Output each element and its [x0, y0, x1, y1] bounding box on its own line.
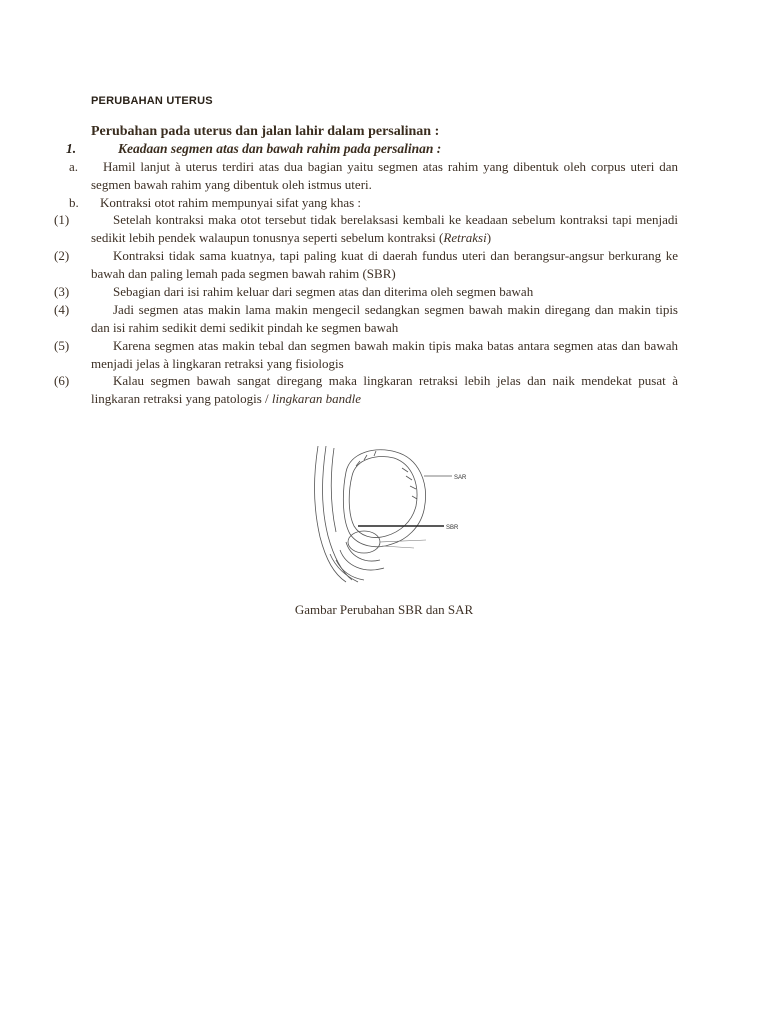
uterus-illustration: [306, 442, 478, 584]
item-1-italic: Retraksi: [443, 229, 487, 245]
document-heading: PERUBAHAN UTERUS: [91, 95, 213, 107]
item-3-text: Sebagian dari isi rahim keluar dari segmen atas dan diterima oleh segmen bawah: [113, 284, 534, 299]
point-b-marker: b.: [69, 195, 79, 210]
item-5-text: Karena segmen atas makin tebal dan segmen bawah makin tipis maka batas antara segmen atas dan bawah menjadi jelas à lingkaran retraksi yang fisiologis: [91, 338, 678, 371]
item-1-marker: (1): [54, 212, 70, 227]
figure-caption: Gambar Perubahan SBR dan SAR: [294, 602, 474, 617]
item-1-text: Setelah kontraksi maka otot tersebut tidak berelaksasi kembali ke keadaan sebelum kontraksi tapi menjadi sedikit lebih pendek walaupun tonusnya seperti sebelum kontraksi (Retraksi): [91, 212, 678, 245]
point-a-marker: a.: [69, 159, 79, 174]
item-3-marker: (3): [54, 284, 70, 299]
document-subtitle: Perubahan pada uterus dan jalan lahir dalam persalinan :: [91, 124, 440, 139]
item-4-text: Jadi segmen atas makin lama makin mengecil sedangkan segmen bawah makin diregang dan makin tipis dan isi rahim sedikit demi sedikit pindah ke segmen bawah: [91, 302, 678, 335]
item-6-text: Kalau segmen bawah sangat diregang maka lingkaran retraksi lebih jelas dan naik mendekat pusat à lingkaran retraksi yang patologis / lingkaran bandle: [91, 373, 678, 406]
label-sbr: SBR: [446, 525, 459, 531]
point-a-text: Hamil lanjut à uterus terdiri atas dua bagian yaitu segmen atas rahim yang dibentuk oleh corpus uteri dan segmen bawah rahim yang dibentuk oleh istmus uteri.: [91, 159, 678, 192]
item-6-marker: (6): [54, 373, 70, 388]
item-4-marker: (4): [54, 302, 70, 317]
label-sar: SAR: [454, 475, 467, 481]
item-2-marker: (2): [54, 248, 70, 263]
point-b-text: Kontraksi otot rahim mempunyai sifat yang khas :: [100, 195, 362, 210]
section-number: 1.: [66, 141, 77, 156]
section-title: Keadaan segmen atas dan bawah rahim pada persalinan :: [118, 141, 442, 156]
item-2-text: Kontraksi tidak sama kuatnya, tapi paling kuat di daerah fundus uteri dan berangsur-angsur berkurang ke bawah dan paling lemah pada segmen bawah rahim (SBR): [91, 248, 678, 281]
item-5-marker: (5): [54, 338, 70, 353]
item-6-italic: lingkaran bandle: [271, 390, 362, 406]
